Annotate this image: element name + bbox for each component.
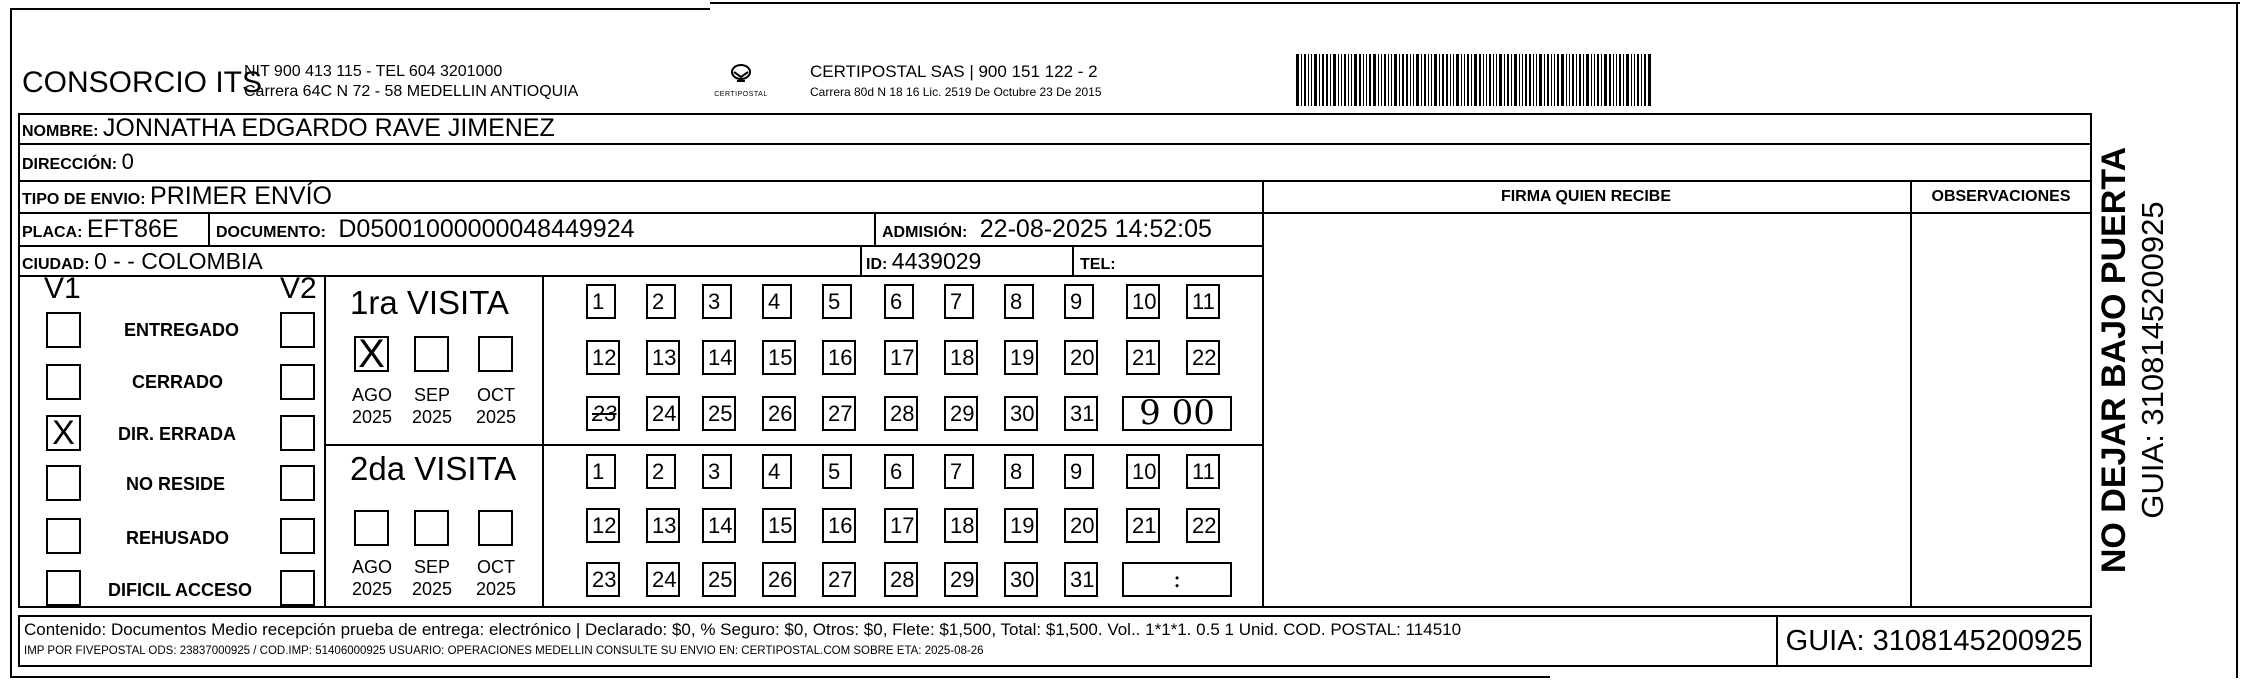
barcode-bar <box>1363 54 1364 106</box>
visit2-day-7[interactable]: 7 <box>944 454 974 489</box>
barcode-bar <box>1351 54 1352 106</box>
ciudad-value: 0 - - COLOMBIA <box>94 248 263 274</box>
visit1-day-28[interactable]: 28 <box>884 396 918 431</box>
barcode-bar <box>1450 54 1451 106</box>
visit1-time-field[interactable]: 9 00 <box>1122 396 1232 431</box>
barcode-bar <box>1428 54 1429 106</box>
visit-divider <box>324 444 1262 446</box>
month-year: 2025 <box>351 579 393 599</box>
nombre-row <box>22 113 555 147</box>
company-name: CONSORCIO ITS <box>22 66 263 99</box>
barcode-bar <box>1544 54 1545 106</box>
v1-rehusado-checkbox[interactable] <box>46 518 81 554</box>
barcode-bar <box>1434 54 1437 106</box>
barcode-bar <box>1536 54 1537 106</box>
visit1-day-18[interactable]: 18 <box>944 340 978 375</box>
barcode-bar <box>1464 54 1465 106</box>
barcode-bar <box>1311 54 1312 106</box>
barcode-bar <box>1597 54 1599 106</box>
company-nit: NIT 900 413 115 - TEL 604 3201000 <box>244 63 503 80</box>
visit1-day-16[interactable]: 16 <box>822 340 856 375</box>
barcode-bar <box>1314 54 1317 106</box>
barcode-bar <box>1446 54 1448 106</box>
visit2-month-oct <box>468 556 524 600</box>
month-year: 2025 <box>351 407 393 427</box>
visit2-day-22[interactable]: 22 <box>1186 508 1220 543</box>
visit2-day-31[interactable]: 31 <box>1064 562 1098 597</box>
col-line <box>860 245 862 275</box>
courier-info <box>810 62 1102 102</box>
company-address: Carrera 64C N 72 - 58 MEDELLIN ANTIOQUIA <box>244 83 579 100</box>
month-year: 2025 <box>475 407 517 427</box>
direccion-value: 0 <box>121 149 134 174</box>
barcode-bar <box>1410 54 1411 106</box>
barcode-bar <box>1461 54 1462 106</box>
barcode-bar <box>1637 54 1639 106</box>
placa-cell <box>22 213 179 249</box>
visit1-day-31[interactable]: 31 <box>1064 396 1098 431</box>
barcode-bar <box>1504 54 1505 106</box>
barcode-bar <box>1326 54 1328 106</box>
barcode-bar <box>1456 54 1459 106</box>
firma-label: FIRMA QUIEN RECIBE <box>1500 188 1672 205</box>
month-name: SEP <box>413 385 451 405</box>
barcode-bar <box>1576 54 1577 106</box>
visit2-day-28[interactable]: 28 <box>884 562 918 597</box>
barcode-bar <box>1391 54 1392 106</box>
barcode-bar <box>1471 54 1472 106</box>
visit2-day-1[interactable]: 1 <box>586 454 616 489</box>
status-no-reside: NO RESIDE <box>126 474 226 494</box>
barcode-bar <box>1308 54 1309 106</box>
nombre-value: JONNATHA EDGARDO RAVE JIMENEZ <box>102 114 555 142</box>
v2-dir-errada-checkbox[interactable] <box>280 415 315 451</box>
side-guia: GUIA: 3108145200925 <box>2135 201 2170 519</box>
barcode-bar <box>1566 54 1567 106</box>
v1-cerrado-checkbox[interactable] <box>46 364 81 400</box>
status-dificil-acceso: DIFICIL ACCESO <box>108 580 253 600</box>
visit1-day-15[interactable]: 15 <box>762 340 796 375</box>
visit1-day-24[interactable]: 24 <box>646 396 680 431</box>
tipo-row <box>22 181 332 215</box>
barcode-bar <box>1511 54 1512 106</box>
barcode-bar <box>1421 54 1422 106</box>
documento-cell <box>216 213 635 249</box>
barcode-bar <box>1586 54 1589 106</box>
visit2-day-19[interactable]: 19 <box>1004 508 1038 543</box>
side-warning: NO DEJAR BAJO PUERTA <box>2095 146 2133 574</box>
visit2-day-12[interactable]: 12 <box>586 508 620 543</box>
barcode-bar <box>1533 54 1534 106</box>
barcode-bar <box>1338 54 1339 106</box>
barcode-bar <box>1529 54 1531 106</box>
barcode-bar <box>1322 54 1324 106</box>
visit1-day-17[interactable]: 17 <box>884 340 918 375</box>
visit2-title: 2da VISITA <box>350 450 517 487</box>
barcode-bar <box>1402 54 1404 106</box>
footer-print-info: IMP POR FIVEPOSTAL ODS: 23837000925 / COD.IMP: 51406000925 USUARIO: OPERACIONES MEDELLIN CONSULTE SU ENVIO EN: CERTIPOSTAL.COM SOBRE ETA: 2025-08-26 <box>24 645 984 657</box>
status-rehusado: REHUSADO <box>126 528 230 548</box>
visit2-day-20[interactable]: 20 <box>1064 508 1098 543</box>
nombre-label: NOMBRE: <box>22 123 99 140</box>
v1-dificil-acceso-checkbox[interactable] <box>46 570 81 606</box>
barcode-bar <box>1348 54 1349 106</box>
ciudad-label: CIUDAD: <box>22 256 90 273</box>
visit2-day-26[interactable]: 26 <box>762 562 796 597</box>
visit1-day-29[interactable]: 29 <box>944 396 978 431</box>
visit1-day-22[interactable]: 22 <box>1186 340 1220 375</box>
barcode-bar <box>1296 54 1299 106</box>
placa-label: PLACA: <box>22 224 83 241</box>
barcode-bar <box>1631 54 1632 106</box>
barcode-bar <box>1634 54 1635 106</box>
month-name: SEP <box>413 557 451 577</box>
status-dir-errada: DIR. ERRADA <box>118 424 237 444</box>
company-info <box>244 62 664 102</box>
month-name: AGO <box>351 385 392 405</box>
barcode-bar <box>1572 54 1574 106</box>
barcode-bar <box>1381 54 1382 106</box>
visit2-day-11[interactable]: 11 <box>1186 454 1220 489</box>
visit1-day-12[interactable]: 12 <box>586 340 620 375</box>
visit1-day-4[interactable]: 4 <box>762 284 792 319</box>
barcode-bar <box>1384 54 1386 106</box>
barcode-bar <box>1601 54 1602 106</box>
v1-no-reside-checkbox[interactable] <box>46 465 81 501</box>
barcode-bar <box>1641 54 1642 106</box>
id-label: ID: <box>866 256 888 273</box>
v2-dificil-acceso-checkbox[interactable] <box>280 570 315 606</box>
observaciones-left-border <box>1910 180 1912 608</box>
barcode-bar <box>1366 54 1367 106</box>
visit1-day-3[interactable]: 3 <box>702 284 732 319</box>
visit2-day-5[interactable]: 5 <box>822 454 852 489</box>
barcode-bar <box>1354 54 1357 106</box>
bottom-edge <box>10 676 1550 678</box>
visit1-day-21[interactable]: 21 <box>1126 340 1160 375</box>
visit1-month-ago-checkbox[interactable]: X <box>354 336 389 372</box>
visit1-day-5[interactable]: 5 <box>822 284 852 319</box>
barcode-bar <box>1522 54 1523 106</box>
visit2-day-27[interactable]: 27 <box>822 562 856 597</box>
barcode-bar <box>1442 54 1444 106</box>
barcode-bar <box>1439 54 1440 106</box>
barcode-bar <box>1525 54 1527 106</box>
v2-no-reside-checkbox[interactable] <box>280 465 315 501</box>
col-line <box>208 212 210 245</box>
visit1-day-26[interactable]: 26 <box>762 396 796 431</box>
top-edge-right <box>710 2 2240 4</box>
barcode-bar <box>1406 54 1408 106</box>
barcode-bar <box>1399 54 1400 106</box>
month-name: OCT <box>477 557 515 577</box>
v2-cerrado-checkbox[interactable] <box>280 364 315 400</box>
direccion-row <box>22 146 134 181</box>
barcode-bar <box>1453 54 1454 106</box>
barcode-bar <box>1591 54 1592 106</box>
visit1-month-oct-checkbox[interactable] <box>478 336 513 372</box>
side-text <box>2092 130 2182 590</box>
left-edge <box>10 8 12 678</box>
barcode-bar <box>1609 54 1611 106</box>
tel-label: TEL: <box>1080 256 1116 273</box>
barcode-bar <box>1496 54 1497 106</box>
barcode <box>1296 54 1653 106</box>
visit2-month-ago <box>344 556 400 600</box>
barcode-bar <box>1424 54 1426 106</box>
visit2-day-16[interactable]: 16 <box>822 508 856 543</box>
barcode-bar <box>1583 54 1584 106</box>
barcode-bar <box>1569 54 1570 106</box>
direccion-label: DIRECCIÓN: <box>22 156 118 173</box>
footer-guia: GUIA: 3108145200925 <box>1785 625 2083 657</box>
visit2-day-23[interactable]: 23 <box>586 562 620 597</box>
barcode-bar <box>1333 54 1336 106</box>
visit1-day-8[interactable]: 8 <box>1004 284 1034 319</box>
visit2-day-15[interactable]: 15 <box>762 508 796 543</box>
status-cerrado: CERRADO <box>132 372 224 392</box>
barcode-bar <box>1648 54 1651 106</box>
visit1-day-23[interactable]: 23 <box>586 396 620 431</box>
visit1-day-7[interactable]: 7 <box>944 284 974 319</box>
barcode-bar <box>1373 54 1376 106</box>
barcode-bar <box>1613 54 1614 106</box>
barcode-bar <box>1594 54 1595 106</box>
v2-label: V2 <box>280 272 317 305</box>
tel-cell <box>1080 246 1116 280</box>
visit1-day-6[interactable]: 6 <box>884 284 914 319</box>
visit2-day-29[interactable]: 29 <box>944 562 978 597</box>
visit1-title: 1ra VISITA <box>350 284 509 321</box>
visit1-day-2[interactable]: 2 <box>646 284 676 319</box>
barcode-bar <box>1539 54 1542 106</box>
month-year: 2025 <box>475 579 517 599</box>
barcode-bar <box>1394 54 1397 106</box>
barcode-bar <box>1304 54 1306 106</box>
barcode-bar <box>1486 54 1487 106</box>
envelope-icon <box>721 62 761 86</box>
visit2-day-6[interactable]: 6 <box>884 454 914 489</box>
v2-rehusado-checkbox[interactable] <box>280 518 315 554</box>
barcode-bar <box>1388 54 1389 106</box>
barcode-bar <box>1467 54 1469 106</box>
barcode-bar <box>1604 54 1607 106</box>
documento-value: D05001000000048449924 <box>338 215 635 243</box>
tipo-value: PRIMER ENVÍO <box>150 182 333 210</box>
visit2-month-sep <box>404 556 460 600</box>
barcode-bar <box>1493 54 1494 106</box>
barcode-bar <box>1579 54 1581 106</box>
visit2-day-24[interactable]: 24 <box>646 562 680 597</box>
barcode-bar <box>1519 54 1520 106</box>
visit2-day-9[interactable]: 9 <box>1064 454 1094 489</box>
admision-label: ADMISIÓN: <box>882 224 968 241</box>
tipo-label: TIPO DE ENVIO: <box>22 191 146 208</box>
admision-value: 22-08-2025 14:52:05 <box>979 215 1212 243</box>
barcode-bar <box>1514 54 1517 106</box>
col-line <box>874 212 876 245</box>
barcode-bar <box>1341 54 1342 106</box>
barcode-bar <box>1413 54 1414 106</box>
visit1-day-20[interactable]: 20 <box>1064 340 1098 375</box>
month-name: OCT <box>477 385 515 405</box>
barcode-bar <box>1619 54 1621 106</box>
admision-cell <box>882 213 1212 249</box>
barcode-bar <box>1359 54 1361 106</box>
v1-entregado-checkbox[interactable] <box>46 312 81 348</box>
visit2-month-ago-checkbox[interactable] <box>354 510 389 546</box>
visit2-day-30[interactable]: 30 <box>1004 562 1038 597</box>
visit1-day-27[interactable]: 27 <box>822 396 856 431</box>
barcode-bar <box>1369 54 1371 106</box>
visit1-month-sep <box>404 384 460 428</box>
observaciones-label: OBSERVACIONES <box>1931 188 2071 205</box>
visit1-day-1[interactable]: 1 <box>586 284 616 319</box>
barcode-bar <box>1416 54 1419 106</box>
placa-value: EFT86E <box>86 215 179 243</box>
visit2-day-2[interactable]: 2 <box>646 454 676 489</box>
visit2-day-18[interactable]: 18 <box>944 508 978 543</box>
month-year: 2025 <box>411 407 453 427</box>
barcode-bar <box>1551 54 1552 106</box>
barcode-bar <box>1474 54 1477 106</box>
barcode-bar <box>1499 54 1502 106</box>
courier-name: CERTIPOSTAL SAS | 900 151 122 - 2 <box>810 62 1098 81</box>
visit1-month-ago <box>344 384 400 428</box>
right-edge <box>2236 2 2238 678</box>
visit1-day-13[interactable]: 13 <box>646 340 680 375</box>
barcode-bar <box>1547 54 1549 106</box>
id-cell <box>866 246 981 280</box>
visit1-day-14[interactable]: 14 <box>702 340 736 375</box>
visit2-day-14[interactable]: 14 <box>702 508 736 543</box>
barcode-bar <box>1301 54 1302 106</box>
visit2-day-17[interactable]: 17 <box>884 508 918 543</box>
footer-content: Contenido: Documentos Medio recepción prueba de entrega: electrónico | Declarado: $0, % Seguro: $0, Otros: $0, Flete: $1,500, Total: $1,500. Vol.. 1*1*1. 0.5 1 Unid. COD. POSTAL: 114510 <box>24 620 1462 639</box>
barcode-bar <box>1507 54 1509 106</box>
barcode-bar <box>1489 54 1491 106</box>
v1-label: V1 <box>44 272 81 305</box>
courier-address: Carrera 80d N 18 16 Lic. 2519 De Octubre 23 De 2015 <box>810 85 1102 99</box>
barcode-bar <box>1644 54 1646 106</box>
visit2-day-4[interactable]: 4 <box>762 454 792 489</box>
barcode-bar <box>1344 54 1346 106</box>
barcode-bar <box>1626 54 1629 106</box>
barcode-bar <box>1319 54 1320 106</box>
visit1-day-10[interactable]: 10 <box>1126 284 1160 319</box>
visit2-day-25[interactable]: 25 <box>702 562 736 597</box>
months-divider <box>542 275 544 608</box>
signature-left-border <box>1262 180 1264 608</box>
visit1-day-19[interactable]: 19 <box>1004 340 1038 375</box>
barcode-bar <box>1330 54 1331 106</box>
visit2-day-3[interactable]: 3 <box>702 454 732 489</box>
courier-logo-text: CERTIPOSTAL <box>714 91 768 98</box>
courier-logo <box>708 62 774 98</box>
id-value: 4439029 <box>891 248 982 274</box>
visit2-time-field[interactable]: : <box>1122 562 1232 597</box>
barcode-bar <box>1557 54 1559 106</box>
month-name: AGO <box>351 557 392 577</box>
visit1-day-11[interactable]: 11 <box>1186 284 1220 319</box>
visit2-day-10[interactable]: 10 <box>1126 454 1160 489</box>
visit1-day-30[interactable]: 30 <box>1004 396 1038 431</box>
visit1-day-25[interactable]: 25 <box>702 396 736 431</box>
barcode-bar <box>1554 54 1555 106</box>
visit1-day-9[interactable]: 9 <box>1064 284 1094 319</box>
visit1-month-oct <box>468 384 524 428</box>
month-year: 2025 <box>411 579 453 599</box>
visit1-month-sep-checkbox[interactable] <box>414 336 449 372</box>
barcode-bar <box>1561 54 1564 106</box>
barcode-bar <box>1483 54 1484 106</box>
visit2-day-13[interactable]: 13 <box>646 508 680 543</box>
top-edge-left <box>10 8 710 10</box>
documento-label: DOCUMENTO: <box>216 224 326 241</box>
barcode-bar <box>1623 54 1624 106</box>
barcode-bar <box>1431 54 1432 106</box>
status-divider <box>324 275 326 608</box>
visit2-day-21[interactable]: 21 <box>1126 508 1160 543</box>
visit2-month-sep-checkbox[interactable] <box>414 510 449 546</box>
visit2-day-8[interactable]: 8 <box>1004 454 1034 489</box>
v1-dir-errada-checkbox[interactable]: X <box>46 415 81 451</box>
visit2-month-oct-checkbox[interactable] <box>478 510 513 546</box>
col-line <box>1072 245 1074 275</box>
barcode-bar <box>1378 54 1379 106</box>
status-entregado: ENTREGADO <box>124 320 240 340</box>
v2-entregado-checkbox[interactable] <box>280 312 315 348</box>
barcode-bar <box>1616 54 1617 106</box>
barcode-bar <box>1479 54 1481 106</box>
